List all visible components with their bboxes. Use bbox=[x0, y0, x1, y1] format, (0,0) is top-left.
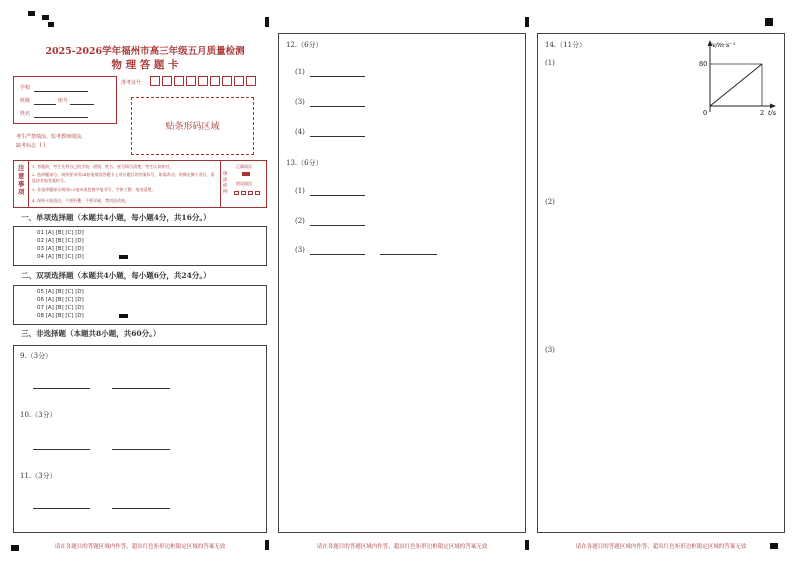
x-axis-label: t/s bbox=[768, 109, 777, 117]
q13-part2-answer[interactable] bbox=[310, 225, 365, 226]
sample-wrong-marks bbox=[234, 191, 260, 196]
registration-mark bbox=[765, 18, 773, 26]
q12-part-label: (3) bbox=[295, 98, 305, 106]
sample-wrong-label: 错误填涂 bbox=[236, 181, 252, 186]
q9-answer-2[interactable] bbox=[112, 388, 170, 389]
q11-answer-2[interactable] bbox=[112, 508, 170, 509]
q13-part-label: (1) bbox=[295, 187, 305, 195]
q14-part-label: (2) bbox=[545, 198, 555, 206]
series-line bbox=[710, 64, 762, 106]
choice-row-02[interactable]: 02 [A] [B] [C] [D] bbox=[37, 238, 84, 244]
class-field[interactable] bbox=[34, 104, 56, 105]
q12-label: 12.（6分） bbox=[286, 41, 323, 49]
registration-mark bbox=[265, 17, 269, 27]
choice-row-04[interactable]: 04 [A] [B] [C] [D] bbox=[37, 254, 84, 260]
absent-note: 考生严禁填涂，监考教师填涂， bbox=[16, 134, 87, 140]
q10-label: 10.（3分） bbox=[20, 411, 57, 419]
registration-mark bbox=[48, 22, 54, 27]
q9-answer-1[interactable] bbox=[33, 388, 90, 389]
choice-row-05[interactable]: 05 [A] [B] [C] [D] bbox=[37, 289, 84, 295]
q11-label: 11.（3分） bbox=[20, 472, 57, 480]
absent-label: 缺考标志 bbox=[16, 143, 37, 149]
q13-part-label: (2) bbox=[295, 217, 305, 225]
instruction-item: 4. 保持卡面清洁，不要折叠、不要弄破，禁用涂改液。 bbox=[32, 198, 130, 203]
q12-part1-answer[interactable] bbox=[310, 76, 365, 77]
instruction-item: 1. 答题前，考生先将自己的学校、班级、姓名、座号填写清楚，考生认真核对。 bbox=[32, 164, 174, 169]
q13-part1-answer[interactable] bbox=[310, 195, 365, 196]
q14-label: 14.（11分） bbox=[545, 41, 587, 49]
q14-part-label: (1) bbox=[545, 59, 555, 67]
q13-label: 13.（6分） bbox=[286, 159, 323, 167]
x-tick-label: 2 bbox=[760, 109, 765, 117]
q9-label: 9.（3分） bbox=[20, 352, 53, 360]
exam-id-cell[interactable] bbox=[174, 76, 184, 86]
instructions-side-title: 注意事项 bbox=[18, 164, 25, 196]
exam-id-cell[interactable] bbox=[210, 76, 220, 86]
x-axis-arrow bbox=[770, 104, 776, 109]
section-1-title: 一、单项选择题（本题共4小题，每小题4分，共16分。） bbox=[21, 213, 211, 222]
registration-mark bbox=[28, 11, 35, 16]
q14-part-label: (3) bbox=[545, 346, 555, 354]
exam-id-cell[interactable] bbox=[198, 76, 208, 86]
q13-part3-answer-2[interactable] bbox=[380, 254, 437, 255]
choice-row-07[interactable]: 07 [A] [B] [C] [D] bbox=[37, 305, 84, 311]
q12-part-label: (4) bbox=[295, 128, 305, 136]
sample-correct-label: 正确填涂 bbox=[236, 164, 252, 169]
barcode-label: 贴条形码区域 bbox=[165, 122, 220, 132]
exam-id-cell[interactable] bbox=[234, 76, 244, 86]
sample-correct-mark bbox=[242, 172, 250, 176]
exam-id-cell[interactable] bbox=[246, 76, 256, 86]
q10-answer-2[interactable] bbox=[112, 449, 170, 450]
absent-checkbox[interactable]: [ ] bbox=[40, 142, 46, 148]
choice-row-08[interactable]: 08 [A] [B] [C] [D] bbox=[37, 313, 84, 319]
section-3-title: 三、非选择题（本题共8小题，共60分。） bbox=[21, 329, 161, 338]
section-2-title: 二、双项选择题（本题共4小题，每小题6分，共24分。） bbox=[21, 271, 211, 280]
registration-mark bbox=[525, 17, 529, 27]
registration-mark bbox=[42, 15, 49, 20]
q12-13-box bbox=[278, 33, 526, 533]
sample-title: 填涂样例 bbox=[223, 172, 228, 195]
y-tick-label: 80 bbox=[699, 60, 708, 68]
instruction-item: 3. 非选择题部分请用0.5毫米黑色签字笔书写，字体工整、笔迹清楚。 bbox=[32, 187, 156, 192]
vt-graph bbox=[696, 36, 782, 118]
seat-label: 座号 bbox=[58, 98, 69, 104]
choice-row-03[interactable]: 03 [A] [B] [C] [D] bbox=[37, 246, 84, 252]
origin-label: 0 bbox=[703, 109, 708, 117]
q11-answer-1[interactable] bbox=[33, 508, 90, 509]
choice-row-01[interactable]: 01 [A] [B] [C] [D] bbox=[37, 230, 84, 236]
instruction-item: 2. 选择题部分，请按要求用2B铅笔填涂答题卡上对应题目的答案标号，如需改动，用橡皮擦干净后，再选涂其他答案标号。 bbox=[32, 172, 215, 183]
class-label: 班级 bbox=[20, 98, 31, 104]
exam-id-cell[interactable] bbox=[150, 76, 160, 86]
q9-11-box bbox=[13, 345, 267, 533]
school-field[interactable] bbox=[34, 91, 88, 92]
footer-note: 请在各题目的答题区域内作答，超出红色矩形边框限定区域的答案无效 bbox=[316, 544, 488, 550]
q13-part3-answer-1[interactable] bbox=[310, 254, 365, 255]
school-label: 学校 bbox=[20, 85, 31, 91]
name-field[interactable] bbox=[34, 117, 88, 118]
timing-mark bbox=[119, 255, 128, 259]
seat-field[interactable] bbox=[70, 104, 94, 105]
q12-part3-answer[interactable] bbox=[310, 106, 365, 107]
exam-id-label: 准考证号： bbox=[121, 80, 147, 86]
q12-part-label: (1) bbox=[295, 68, 305, 76]
footer-note: 请在各题目的答题区域内作答，超出红色矩形边框限定区域的答案无效 bbox=[54, 544, 226, 550]
y-axis-label: v/m·s⁻¹ bbox=[712, 41, 736, 49]
page-title: 2025-2026学年福州市高三年级五月质量检测 bbox=[45, 46, 245, 57]
name-label: 姓名 bbox=[20, 111, 31, 117]
page-subtitle: 物 理 答 题 卡 bbox=[111, 59, 179, 71]
exam-id-cell[interactable] bbox=[162, 76, 172, 86]
q12-part4-answer[interactable] bbox=[310, 136, 365, 137]
q10-answer-1[interactable] bbox=[33, 449, 90, 450]
q13-part-label: (3) bbox=[295, 246, 305, 254]
choice-row-06[interactable]: 06 [A] [B] [C] [D] bbox=[37, 297, 84, 303]
exam-id-cell[interactable] bbox=[186, 76, 196, 86]
timing-mark bbox=[119, 314, 128, 318]
exam-id-cell[interactable] bbox=[222, 76, 232, 86]
footer-note: 请在各题目的答题区域内作答，超出红色矩形边框限定区域的答案无效 bbox=[575, 544, 747, 550]
